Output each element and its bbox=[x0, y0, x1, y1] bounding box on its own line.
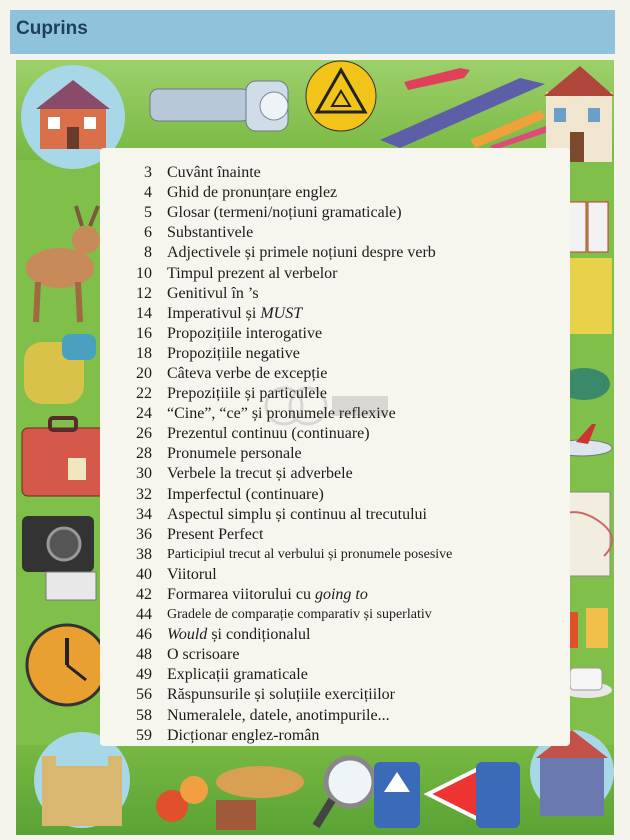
toc-title: Propozițiile negative bbox=[167, 344, 300, 362]
toc-title: Genitivul în ’s bbox=[167, 284, 259, 302]
toc-entry bbox=[104, 263, 564, 283]
header-band bbox=[10, 10, 615, 54]
toc-title: “Cine”, “ce” și pronumele reflexive bbox=[167, 405, 396, 423]
toc-entry bbox=[104, 444, 564, 464]
toc-title: Gradele de comparație comparativ și superlativ bbox=[167, 607, 432, 623]
toc-page-number: 32 bbox=[136, 485, 152, 503]
toc-entry bbox=[104, 605, 564, 625]
toc-page-number: 38 bbox=[136, 545, 152, 563]
watermark-logo bbox=[262, 378, 392, 434]
pen-icon bbox=[370, 70, 550, 150]
toc-entry bbox=[104, 585, 564, 605]
toc-title: Present Perfect bbox=[167, 525, 264, 543]
fruit-icon bbox=[152, 760, 212, 832]
toc-page-number: 34 bbox=[136, 505, 152, 523]
toc-page-number: 8 bbox=[144, 244, 152, 262]
arrow-sign-icon bbox=[372, 758, 522, 834]
toc-title: Would și condiționalul bbox=[167, 626, 311, 644]
toc-entry bbox=[104, 685, 564, 705]
toc-entry bbox=[104, 223, 564, 243]
toc-page-number: 30 bbox=[136, 465, 152, 483]
toc-title: Viitorul bbox=[167, 565, 217, 583]
backpack-icon bbox=[18, 328, 100, 412]
toc-title: Explicații gramaticale bbox=[167, 666, 308, 684]
toc-page-number: 10 bbox=[136, 264, 152, 282]
toc-title: Verbele la trecut și adverbele bbox=[167, 465, 353, 483]
toc-title: Răspunsurile și soluțiile exercițiilor bbox=[167, 686, 395, 704]
toc-entry bbox=[104, 525, 564, 545]
toc-page-number: 22 bbox=[136, 385, 152, 403]
toc-entry bbox=[104, 706, 564, 726]
toc-title: Imperfectul (continuare) bbox=[167, 485, 324, 503]
toc-page-number: 46 bbox=[136, 626, 152, 644]
toc-page-number: 18 bbox=[136, 344, 152, 362]
toc-page-number: 5 bbox=[144, 204, 152, 222]
toc-page-number: 36 bbox=[136, 525, 152, 543]
toc-page-number: 16 bbox=[136, 324, 152, 342]
page-title: Cuprins bbox=[16, 18, 88, 39]
toc-entry bbox=[104, 464, 564, 484]
camera-icon bbox=[18, 508, 104, 604]
toc-page-number: 59 bbox=[136, 726, 152, 744]
toc-entry bbox=[104, 485, 564, 505]
toc-title: Dicționar englez-român bbox=[167, 726, 320, 744]
sweater-icon bbox=[568, 258, 612, 334]
toc-title: Aspectul simplu și continuu al trecutului bbox=[167, 505, 427, 523]
toc-page-number: 56 bbox=[136, 686, 152, 704]
toc-title: Pronumele personale bbox=[167, 445, 302, 463]
toc-entry bbox=[104, 625, 564, 645]
toc-entry bbox=[104, 545, 564, 565]
toc-title: Prezentul continuu (continuare) bbox=[167, 425, 370, 443]
toc-title: O scrisoare bbox=[167, 646, 240, 664]
toc-entry bbox=[104, 163, 564, 183]
toc-title: Ghid de pronunțare englez bbox=[167, 184, 338, 202]
flashlight-icon bbox=[148, 75, 293, 137]
toc-entry bbox=[104, 505, 564, 525]
toc-page-number: 24 bbox=[136, 405, 152, 423]
goat-icon bbox=[18, 198, 104, 328]
toc-title: Formarea viitorului cu going to bbox=[167, 586, 368, 604]
bread-icon bbox=[210, 760, 308, 832]
toc-title: Participiul trecut al verbului și pronumele posesive bbox=[167, 546, 453, 562]
toc-page-number: 48 bbox=[136, 646, 152, 664]
suitcase-icon bbox=[18, 414, 110, 500]
toc-page-number: 6 bbox=[144, 224, 152, 242]
toc-entry bbox=[104, 645, 564, 665]
triangle-sign-icon bbox=[303, 58, 379, 134]
toc-entry bbox=[104, 243, 564, 263]
toc-page-number: 12 bbox=[136, 284, 152, 302]
toc-page-number: 40 bbox=[136, 565, 152, 583]
toc-entry bbox=[104, 183, 564, 203]
toc-title: Prepozițiile și particulele bbox=[167, 385, 327, 403]
toc-page-number: 28 bbox=[136, 445, 152, 463]
toc-page-number: 20 bbox=[136, 364, 152, 382]
toc-page-number: 3 bbox=[144, 164, 152, 182]
toc-title: Substantivele bbox=[167, 224, 254, 242]
toc-entry bbox=[104, 565, 564, 585]
toc-entry bbox=[104, 324, 564, 344]
table-of-contents bbox=[104, 163, 564, 746]
toc-entry bbox=[104, 284, 564, 304]
toc-title: Numeralele, datele, anotimpurile... bbox=[167, 706, 390, 724]
magnifier-icon bbox=[310, 752, 380, 832]
toc-title: Cuvânt înainte bbox=[167, 164, 261, 182]
toc-title: Timpul prezent al verbelor bbox=[167, 264, 338, 282]
toc-title: Câteva verbe de excepție bbox=[167, 364, 328, 382]
toc-page-number: 26 bbox=[136, 425, 152, 443]
toc-entry bbox=[104, 344, 564, 364]
toc-title: Imperativul și MUST bbox=[167, 304, 303, 322]
toc-title: Adjectivele și primele noțiuni despre verb bbox=[167, 244, 436, 262]
toc-title: Glosar (termeni/noțiuni gramaticale) bbox=[167, 204, 402, 222]
toc-entry bbox=[104, 726, 564, 746]
toc-page-number: 42 bbox=[136, 586, 152, 604]
toc-page-number: 44 bbox=[136, 606, 152, 624]
toc-entry bbox=[104, 304, 564, 324]
toc-page-number: 49 bbox=[136, 666, 152, 684]
toc-page-number: 58 bbox=[136, 706, 152, 724]
toc-page-number: 4 bbox=[144, 184, 152, 202]
toc-page-number: 14 bbox=[136, 304, 152, 322]
toc-entry bbox=[104, 665, 564, 685]
toc-title: Propozițiile interogative bbox=[167, 324, 323, 342]
toc-entry bbox=[104, 203, 564, 223]
clock-icon bbox=[24, 622, 110, 708]
